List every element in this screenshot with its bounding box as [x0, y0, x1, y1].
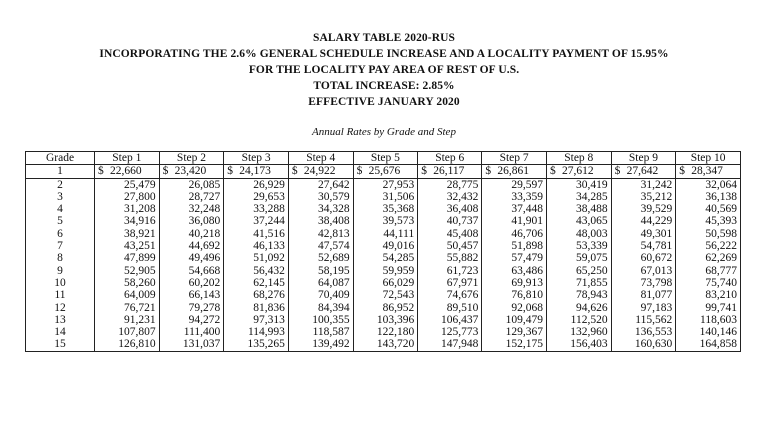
- salary-cell: 91,231: [95, 314, 160, 326]
- salary-cell: 47,899: [95, 252, 160, 264]
- column-header-step-1: Step 1: [95, 152, 160, 165]
- salary-amount: 28,347: [691, 165, 723, 178]
- salary-cell: 60,202: [159, 277, 224, 289]
- salary-cell: 26,929: [224, 178, 289, 191]
- salary-cell: 103,396: [353, 314, 418, 326]
- column-header-step-5: Step 5: [353, 152, 418, 165]
- salary-cell: 49,301: [611, 228, 676, 240]
- salary-cell: 33,359: [482, 191, 547, 203]
- salary-cell: 72,543: [353, 289, 418, 301]
- salary-cell: 48,003: [546, 228, 611, 240]
- salary-cell: 147,948: [418, 338, 482, 351]
- salary-cell: 67,971: [418, 277, 482, 289]
- salary-cell: 29,653: [224, 191, 289, 203]
- salary-cell: 94,272: [159, 314, 224, 326]
- salary-cell: 89,510: [418, 302, 482, 314]
- salary-cell: 35,212: [611, 191, 676, 203]
- salary-cell: 31,208: [95, 203, 160, 215]
- salary-cell: [224, 165, 289, 178]
- salary-cell: 38,488: [546, 203, 611, 215]
- salary-cell: 81,836: [224, 302, 289, 314]
- salary-cell: 39,573: [353, 215, 418, 227]
- salary-cell: 32,248: [159, 203, 224, 215]
- grade-cell: 8: [26, 252, 95, 264]
- salary-cell: [159, 165, 224, 178]
- salary-amount: 23,420: [174, 165, 207, 178]
- salary-cell: 58,260: [95, 277, 160, 289]
- table-row: [26, 228, 741, 240]
- salary-cell: 42,813: [288, 228, 353, 240]
- salary-cell: 43,251: [95, 240, 160, 252]
- salary-cell: 51,092: [224, 252, 289, 264]
- salary-cell: 41,516: [224, 228, 289, 240]
- salary-cell: 97,183: [611, 302, 676, 314]
- table-row: [26, 265, 741, 277]
- increase-description: INCORPORATING THE 2.6% GENERAL SCHEDULE INCREASE AND A LOCALITY PAYMENT OF 15.95%: [99, 48, 669, 60]
- salary-cell: 62,145: [224, 277, 289, 289]
- salary-cell: [676, 165, 741, 178]
- salary-cell: [546, 165, 611, 178]
- salary-amount: 24,922: [303, 165, 336, 178]
- table-header-row: [26, 152, 741, 165]
- salary-cell: 47,574: [288, 240, 353, 252]
- salary-cell: 39,529: [611, 203, 676, 215]
- table-row: [26, 289, 741, 301]
- salary-cell: 126,810: [95, 338, 160, 351]
- salary-cell: 25,479: [95, 178, 160, 191]
- table-body: [26, 165, 741, 351]
- currency-symbol: $: [549, 165, 556, 178]
- salary-cell: 74,676: [418, 289, 482, 301]
- salary-cell: 78,943: [546, 289, 611, 301]
- salary-cell: 140,146: [676, 326, 741, 338]
- salary-cell: 41,901: [482, 215, 547, 227]
- salary-amount: 24,173: [239, 165, 271, 178]
- salary-amount: 27,612: [561, 165, 594, 178]
- currency-symbol: $: [98, 165, 104, 178]
- effective-date: EFFECTIVE JANUARY 2020: [308, 96, 460, 108]
- salary-cell: 40,218: [159, 228, 224, 240]
- salary-cell: 109,479: [482, 314, 547, 326]
- salary-cell: 54,285: [353, 252, 418, 264]
- salary-cell: 37,244: [224, 215, 289, 227]
- salary-cell: 132,960: [546, 326, 611, 338]
- salary-cell: 143,720: [353, 338, 418, 351]
- grade-cell: 11: [26, 289, 95, 301]
- salary-cell: 81,077: [611, 289, 676, 301]
- salary-cell: 86,952: [353, 302, 418, 314]
- salary-cell: 61,723: [418, 265, 482, 277]
- salary-cell: 66,143: [159, 289, 224, 301]
- salary-cell: 30,419: [546, 178, 611, 191]
- table-row: [26, 240, 741, 252]
- salary-cell: 31,242: [611, 178, 676, 191]
- locality-area: FOR THE LOCALITY PAY AREA OF REST OF U.S.: [248, 64, 520, 76]
- salary-cell: 76,810: [482, 289, 547, 301]
- column-header-step-3: Step 3: [224, 152, 289, 165]
- salary-cell: 118,603: [676, 314, 741, 326]
- salary-cell: 30,579: [288, 191, 353, 203]
- salary-cell: 118,587: [288, 326, 353, 338]
- salary-cell: 71,855: [546, 277, 611, 289]
- salary-cell: 64,087: [288, 277, 353, 289]
- salary-cell: 45,393: [676, 215, 741, 227]
- salary-amount: 25,676: [368, 165, 401, 178]
- salary-amount: 22,660: [110, 165, 142, 178]
- column-header-step-4: Step 4: [288, 152, 353, 165]
- salary-cell: 27,953: [353, 178, 418, 191]
- table-row: [26, 165, 741, 178]
- salary-cell: 94,626: [546, 302, 611, 314]
- salary-cell: 76,721: [95, 302, 160, 314]
- salary-cell: 122,180: [353, 326, 418, 338]
- currency-symbol: $: [227, 165, 234, 178]
- salary-cell: [95, 165, 160, 178]
- currency-symbol: $: [614, 165, 621, 178]
- grade-cell: 7: [26, 240, 95, 252]
- salary-cell: 79,278: [159, 302, 224, 314]
- salary-cell: 49,496: [159, 252, 224, 264]
- grade-cell: 3: [26, 191, 95, 203]
- salary-cell: 59,959: [353, 265, 418, 277]
- table-row: [26, 314, 741, 326]
- salary-cell: 54,668: [159, 265, 224, 277]
- salary-cell: 52,689: [288, 252, 353, 264]
- salary-cell: 46,706: [482, 228, 547, 240]
- salary-cell: 156,403: [546, 338, 611, 351]
- salary-amount: 26,861: [497, 165, 529, 178]
- salary-cell: 59,075: [546, 252, 611, 264]
- salary-cell: 68,777: [676, 265, 741, 277]
- salary-cell: 33,288: [224, 203, 289, 215]
- salary-cell: 131,037: [159, 338, 224, 351]
- salary-cell: 115,562: [611, 314, 676, 326]
- salary-cell: 114,993: [224, 326, 289, 338]
- column-header-step-7: Step 7: [482, 152, 547, 165]
- grade-cell: 9: [26, 265, 95, 277]
- salary-cell: [611, 165, 676, 178]
- salary-cell: 46,133: [224, 240, 289, 252]
- salary-cell: 67,013: [611, 265, 676, 277]
- salary-cell: 32,432: [418, 191, 482, 203]
- salary-cell: 50,457: [418, 240, 482, 252]
- salary-cell: 84,394: [288, 302, 353, 314]
- grade-cell: 13: [26, 314, 95, 326]
- salary-cell: 44,111: [353, 228, 418, 240]
- salary-cell: 28,775: [418, 178, 482, 191]
- salary-cell: 51,898: [482, 240, 547, 252]
- document-header: [0, 30, 768, 110]
- salary-cell: 70,409: [288, 289, 353, 301]
- salary-cell: 37,448: [482, 203, 547, 215]
- table-row: [26, 203, 741, 215]
- salary-cell: 27,800: [95, 191, 160, 203]
- salary-cell: 100,355: [288, 314, 353, 326]
- total-increase: TOTAL INCREASE: 2.85%: [313, 80, 455, 92]
- column-header-step-6: Step 6: [418, 152, 482, 165]
- salary-cell: 62,269: [676, 252, 741, 264]
- salary-cell: 38,921: [95, 228, 160, 240]
- salary-cell: 56,222: [676, 240, 741, 252]
- currency-symbol: $: [679, 165, 685, 178]
- grade-cell: 15: [26, 338, 95, 351]
- salary-cell: 53,339: [546, 240, 611, 252]
- salary-table: [25, 151, 741, 352]
- salary-cell: 160,630: [611, 338, 676, 351]
- salary-cell: 64,009: [95, 289, 160, 301]
- currency-symbol: $: [356, 165, 363, 178]
- salary-cell: 58,195: [288, 265, 353, 277]
- column-header-step-9: Step 9: [611, 152, 676, 165]
- salary-cell: 32,064: [676, 178, 741, 191]
- salary-cell: 99,741: [676, 302, 741, 314]
- table-row: [26, 326, 741, 338]
- table-title: SALARY TABLE 2020-RUS: [312, 32, 456, 44]
- grade-column-header: Grade: [26, 152, 95, 165]
- salary-cell: 107,807: [95, 326, 160, 338]
- salary-cell: 44,229: [611, 215, 676, 227]
- salary-cell: 69,913: [482, 277, 547, 289]
- salary-cell: [353, 165, 418, 178]
- column-header-step-10: Step 10: [676, 152, 741, 165]
- salary-cell: 44,692: [159, 240, 224, 252]
- salary-cell: 63,486: [482, 265, 547, 277]
- salary-cell: 50,598: [676, 228, 741, 240]
- currency-symbol: $: [291, 165, 298, 178]
- table-row: [26, 338, 741, 351]
- salary-cell: 34,328: [288, 203, 353, 215]
- grade-cell: 1: [26, 165, 95, 178]
- salary-cell: 56,432: [224, 265, 289, 277]
- grade-cell: 12: [26, 302, 95, 314]
- salary-cell: 29,597: [482, 178, 547, 191]
- salary-cell: 31,506: [353, 191, 418, 203]
- salary-cell: 125,773: [418, 326, 482, 338]
- salary-cell: 164,858: [676, 338, 741, 351]
- salary-amount: 27,642: [626, 165, 659, 178]
- salary-cell: 65,250: [546, 265, 611, 277]
- table-row: [26, 191, 741, 203]
- salary-cell: 36,408: [418, 203, 482, 215]
- salary-cell: [418, 165, 482, 178]
- salary-cell: 55,882: [418, 252, 482, 264]
- table-subtitle: Annual Rates by Grade and Step: [312, 126, 456, 138]
- grade-cell: 4: [26, 203, 95, 215]
- currency-symbol: $: [162, 165, 169, 178]
- salary-cell: 60,672: [611, 252, 676, 264]
- salary-cell: 36,138: [676, 191, 741, 203]
- salary-cell: 35,368: [353, 203, 418, 215]
- salary-cell: 68,276: [224, 289, 289, 301]
- salary-cell: 34,285: [546, 191, 611, 203]
- salary-cell: 36,080: [159, 215, 224, 227]
- salary-cell: 73,798: [611, 277, 676, 289]
- salary-cell: 26,085: [159, 178, 224, 191]
- salary-cell: 40,569: [676, 203, 741, 215]
- salary-cell: 45,408: [418, 228, 482, 240]
- salary-cell: 57,479: [482, 252, 547, 264]
- salary-cell: [482, 165, 547, 178]
- salary-cell: 28,727: [159, 191, 224, 203]
- salary-cell: 106,437: [418, 314, 482, 326]
- table-row: [26, 302, 741, 314]
- table-row: [26, 215, 741, 227]
- salary-cell: 112,520: [546, 314, 611, 326]
- table-row: [26, 277, 741, 289]
- salary-cell: [288, 165, 353, 178]
- currency-symbol: $: [485, 165, 492, 178]
- salary-cell: 129,367: [482, 326, 547, 338]
- salary-cell: 75,740: [676, 277, 741, 289]
- grade-cell: 6: [26, 228, 95, 240]
- table-row: [26, 252, 741, 264]
- table-row: [26, 178, 741, 191]
- salary-cell: 136,553: [611, 326, 676, 338]
- salary-cell: 54,781: [611, 240, 676, 252]
- salary-cell: 111,400: [159, 326, 224, 338]
- salary-cell: 34,916: [95, 215, 160, 227]
- salary-cell: 52,905: [95, 265, 160, 277]
- grade-cell: 10: [26, 277, 95, 289]
- salary-cell: 83,210: [676, 289, 741, 301]
- salary-cell: 43,065: [546, 215, 611, 227]
- salary-cell: 139,492: [288, 338, 353, 351]
- salary-cell: 27,642: [288, 178, 353, 191]
- column-header-step-2: Step 2: [159, 152, 224, 165]
- currency-symbol: $: [421, 165, 427, 178]
- salary-cell: 66,029: [353, 277, 418, 289]
- grade-cell: 2: [26, 178, 95, 191]
- salary-cell: 49,016: [353, 240, 418, 252]
- salary-cell: 152,175: [482, 338, 547, 351]
- salary-cell: 97,313: [224, 314, 289, 326]
- salary-cell: 38,408: [288, 215, 353, 227]
- salary-amount: 26,117: [433, 165, 465, 178]
- grade-cell: 5: [26, 215, 95, 227]
- salary-cell: 92,068: [482, 302, 547, 314]
- column-header-step-8: Step 8: [546, 152, 611, 165]
- salary-cell: 40,737: [418, 215, 482, 227]
- grade-cell: 14: [26, 326, 95, 338]
- salary-cell: 135,265: [224, 338, 289, 351]
